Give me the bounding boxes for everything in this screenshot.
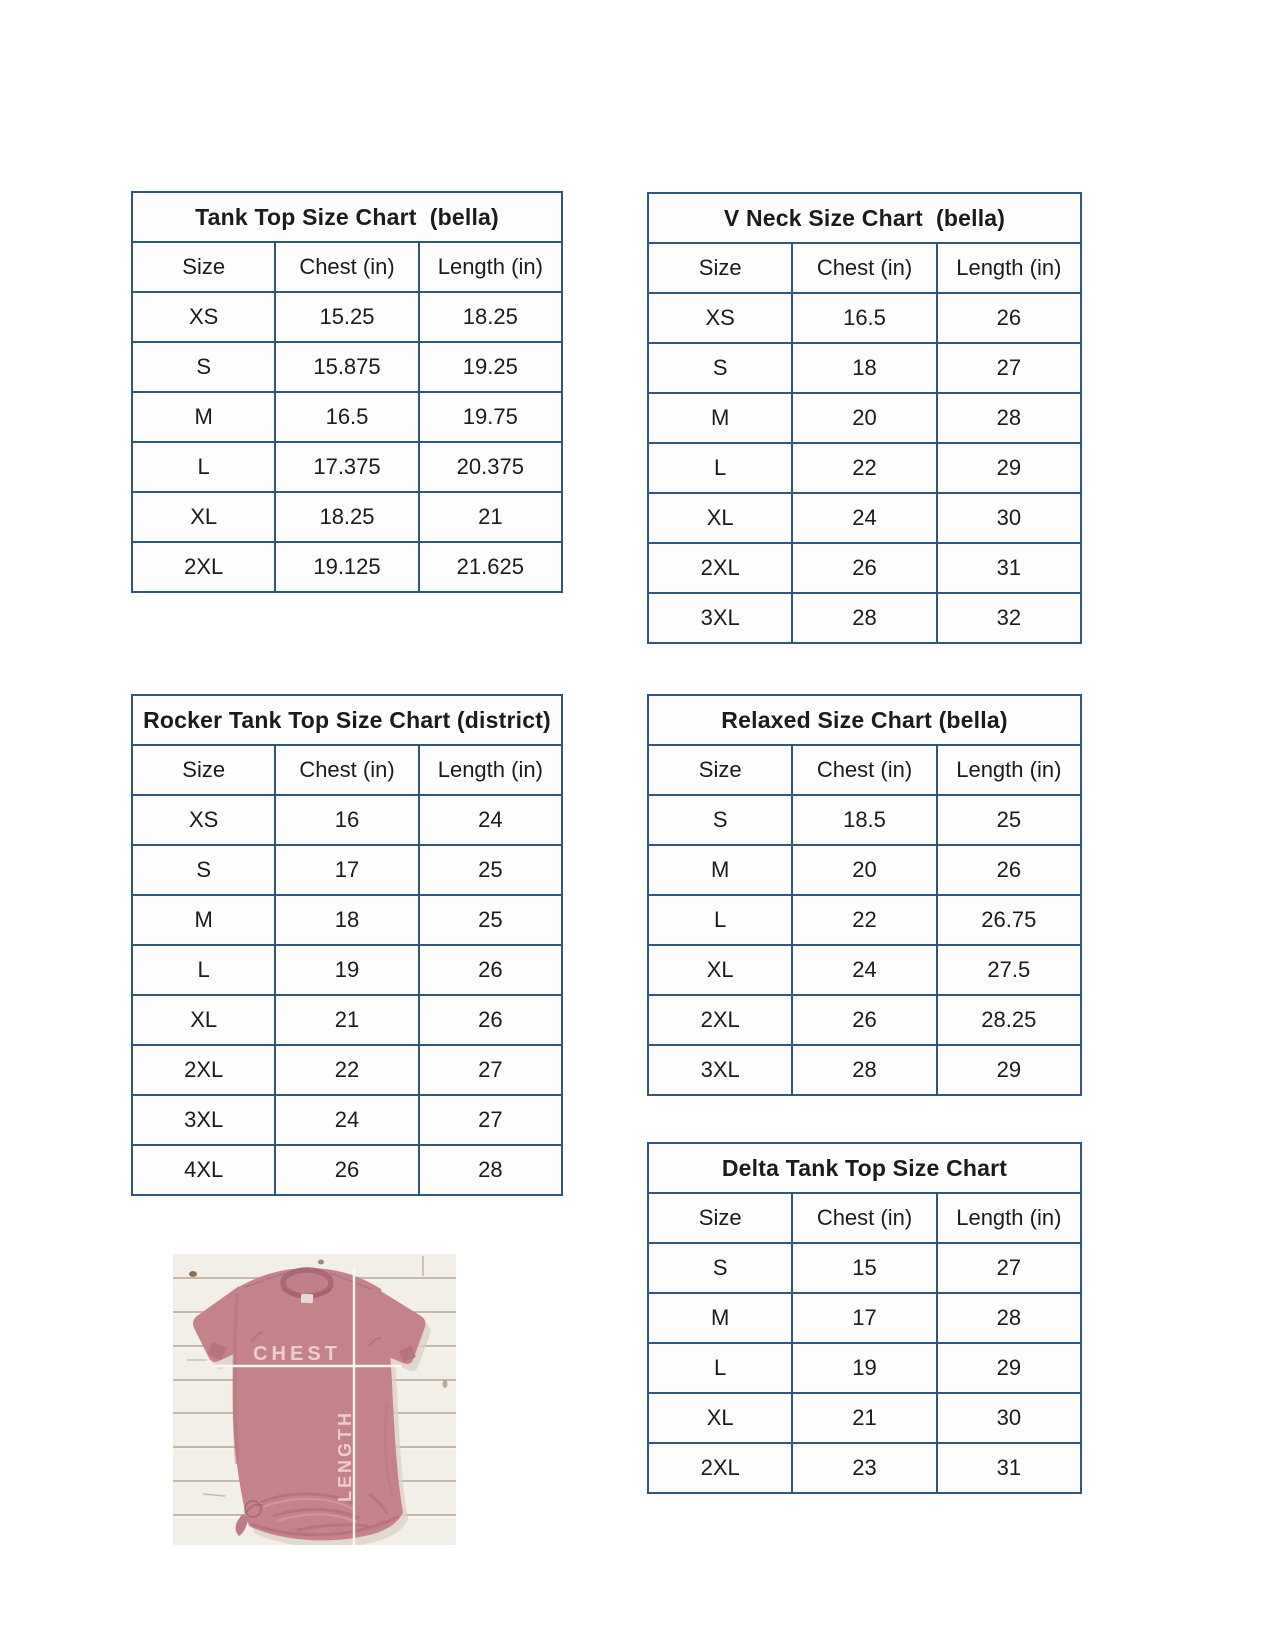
table-row-cell: 28 [936, 1294, 1080, 1342]
table-row [133, 1144, 561, 1194]
table-row-cell: 26.75 [936, 896, 1080, 944]
table-row-cell: 16 [274, 796, 417, 844]
table-row [649, 1392, 1080, 1442]
table-row [133, 541, 561, 591]
table-row [133, 844, 561, 894]
table-row [649, 1342, 1080, 1392]
table-row-cell: 19.25 [418, 343, 561, 391]
table-row-cell: 25 [936, 796, 1080, 844]
table-row-cell: 3XL [184, 1107, 224, 1132]
table-row-cell: 24 [274, 1096, 417, 1144]
table-title: Delta Tank Top Size Chart [649, 1144, 1080, 1194]
table-row-cell: 20 [791, 846, 935, 894]
table-row [649, 944, 1080, 994]
table-row [649, 592, 1080, 642]
table-row [649, 1242, 1080, 1292]
table-row-cell: L [197, 454, 210, 479]
table-row [649, 1292, 1080, 1342]
table-row-cell: 18 [791, 344, 935, 392]
table-row-cell: 26 [791, 996, 935, 1044]
table-row-cell: 15 [791, 1244, 935, 1292]
header-row-cell: Length (in) [936, 244, 1080, 292]
header-row-cell: Chest (in) [791, 1194, 935, 1242]
table-row-cell: M [194, 907, 213, 932]
table-tank-top-bella [131, 191, 563, 593]
table-row-cell: 25 [418, 846, 561, 894]
header-row-cell: Length (in) [418, 746, 561, 794]
table-row-cell: 2XL [700, 555, 740, 580]
table-row-cell: 2XL [700, 1455, 740, 1480]
table-title: Relaxed Size Chart (bella) [649, 696, 1080, 746]
table-row-cell: XS [705, 305, 735, 330]
table-row-cell: L [714, 1355, 727, 1380]
table-row-cell: 2XL [184, 1057, 224, 1082]
table-row-cell: 22 [791, 444, 935, 492]
table-row [649, 492, 1080, 542]
table-row-cell: 27 [418, 1046, 561, 1094]
table-row-cell: M [711, 1305, 730, 1330]
table-row-cell: 19.125 [274, 543, 417, 591]
table-grid [133, 243, 561, 591]
table-v-neck-bella [647, 192, 1082, 644]
table-row [649, 292, 1080, 342]
table-row-cell: 19 [791, 1344, 935, 1392]
table-row-cell: 17.375 [274, 443, 417, 491]
table-row-cell: XL [190, 1007, 218, 1032]
table-row-cell: 28.25 [936, 996, 1080, 1044]
table-row-cell: 15.25 [274, 293, 417, 341]
table-row-cell: 16.5 [274, 393, 417, 441]
table-row-cell: S [712, 807, 728, 832]
table-row-cell: 24 [418, 796, 561, 844]
table-row-cell: 3XL [700, 605, 740, 630]
table-row-cell: 27.5 [936, 946, 1080, 994]
tshirt-measurement-illustration [173, 1254, 456, 1545]
table-row [133, 291, 561, 341]
table-row-cell: 22 [791, 896, 935, 944]
table-row-cell: 30 [936, 494, 1080, 542]
tshirt-measurement-photo [173, 1254, 456, 1545]
table-row-cell: 23 [791, 1444, 935, 1492]
table-delta-tank-top [647, 1142, 1082, 1494]
table-row-cell: 19 [274, 946, 417, 994]
header-row-cell: Length (in) [936, 1194, 1080, 1242]
table-row-cell: 29 [936, 1046, 1080, 1094]
table-row [649, 994, 1080, 1044]
table-row [649, 1044, 1080, 1094]
table-row [133, 391, 561, 441]
table-row [133, 944, 561, 994]
table-row [133, 491, 561, 541]
table-row-cell: 29 [936, 444, 1080, 492]
table-row-cell: 21.625 [418, 543, 561, 591]
table-row-cell: 26 [936, 846, 1080, 894]
table-row-cell: 31 [936, 544, 1080, 592]
brand-tag [301, 1294, 313, 1304]
table-row-cell: 20.375 [418, 443, 561, 491]
table-row-cell: 29 [936, 1344, 1080, 1392]
table-row [133, 794, 561, 844]
header-row-cell: Chest (in) [791, 746, 935, 794]
table-row [649, 794, 1080, 844]
table-row [649, 342, 1080, 392]
table-row-cell: M [194, 404, 213, 429]
table-grid [649, 746, 1080, 1094]
table-row-cell: 28 [936, 394, 1080, 442]
header-row [133, 243, 561, 291]
table-row-cell: 27 [418, 1096, 561, 1144]
table-row-cell: XS [188, 304, 219, 329]
table-grid [133, 746, 561, 1194]
header-row-cell: Length (in) [418, 243, 561, 291]
table-row-cell: XL [706, 1405, 734, 1430]
table-row-cell: XS [188, 807, 219, 832]
table-row-cell: 31 [936, 1444, 1080, 1492]
table-row-cell: XL [706, 505, 734, 530]
table-row [133, 341, 561, 391]
table-row-cell: 17 [791, 1294, 935, 1342]
table-row-cell: L [714, 455, 727, 480]
table-row [649, 392, 1080, 442]
table-row-cell: M [711, 405, 730, 430]
header-row [649, 1194, 1080, 1242]
table-row-cell: 24 [791, 494, 935, 542]
table-row-cell: 30 [936, 1394, 1080, 1442]
table-row [133, 1044, 561, 1094]
table-row-cell: 28 [418, 1146, 561, 1194]
table-row-cell: 21 [418, 493, 561, 541]
chest-label: CHEST [253, 1343, 341, 1365]
table-row-cell: 16.5 [791, 294, 935, 342]
table-row-cell: 18 [274, 896, 417, 944]
table-row-cell: L [197, 957, 210, 982]
table-row-cell: XL [190, 504, 218, 529]
table-row [133, 994, 561, 1044]
header-row [133, 746, 561, 794]
table-row [649, 442, 1080, 492]
table-row [133, 1094, 561, 1144]
table-row-cell: 25 [418, 896, 561, 944]
table-row [133, 894, 561, 944]
table-title: Tank Top Size Chart (bella) [133, 193, 561, 243]
table-title: V Neck Size Chart (bella) [649, 194, 1080, 244]
table-row [133, 441, 561, 491]
table-row-cell: S [712, 1255, 728, 1280]
table-grid [649, 1194, 1080, 1492]
header-row-cell: Length (in) [936, 746, 1080, 794]
header-row-cell: Chest (in) [274, 746, 417, 794]
table-row-cell: M [711, 857, 730, 882]
table-row [649, 894, 1080, 944]
table-row-cell: 24 [791, 946, 935, 994]
table-row-cell: 26 [274, 1146, 417, 1194]
table-row-cell: XL [706, 957, 734, 982]
table-title: Rocker Tank Top Size Chart (district) [133, 696, 561, 746]
header-row [649, 244, 1080, 292]
table-row-cell: 26 [418, 996, 561, 1044]
table-row-cell: 22 [274, 1046, 417, 1094]
table-row-cell: 26 [418, 946, 561, 994]
table-row [649, 1442, 1080, 1492]
table-row-cell: 17 [274, 846, 417, 894]
table-row-cell: 27 [936, 1244, 1080, 1292]
table-row-cell: S [196, 857, 211, 882]
table-row-cell: 3XL [700, 1057, 740, 1082]
table-row-cell: 20 [791, 394, 935, 442]
table-relaxed-bella [647, 694, 1082, 1096]
table-row-cell: 15.875 [274, 343, 417, 391]
table-rocker-tank-district [131, 694, 563, 1196]
header-row-cell: Size [698, 255, 742, 280]
table-row-cell: 21 [274, 996, 417, 1044]
table-row-cell: 21 [791, 1394, 935, 1442]
table-row-cell: S [196, 354, 211, 379]
header-row-cell: Chest (in) [791, 244, 935, 292]
table-row-cell: 19.75 [418, 393, 561, 441]
table-row-cell: 32 [936, 594, 1080, 642]
header-row-cell: Size [182, 757, 226, 782]
table-row-cell: 18.25 [274, 493, 417, 541]
table-row-cell: 2XL [184, 554, 224, 579]
table-row [649, 844, 1080, 894]
table-row-cell: 27 [936, 344, 1080, 392]
table-row [649, 542, 1080, 592]
table-row-cell: 2XL [700, 1007, 740, 1032]
header-row-cell: Chest (in) [274, 243, 417, 291]
table-row-cell: 28 [791, 594, 935, 642]
header-row-cell: Size [182, 254, 226, 279]
header-row-cell: Size [698, 1205, 742, 1230]
table-row-cell: 26 [936, 294, 1080, 342]
table-row-cell: 18.25 [418, 293, 561, 341]
table-row-cell: 4XL [184, 1157, 224, 1182]
table-row-cell: L [714, 907, 727, 932]
table-row-cell: 18.5 [791, 796, 935, 844]
table-row-cell: 26 [791, 544, 935, 592]
length-label: LENGTH [335, 1410, 355, 1502]
header-row-cell: Size [698, 757, 742, 782]
table-row-cell: 28 [791, 1046, 935, 1094]
table-row-cell: S [712, 355, 728, 380]
table-grid [649, 244, 1080, 642]
header-row [649, 746, 1080, 794]
